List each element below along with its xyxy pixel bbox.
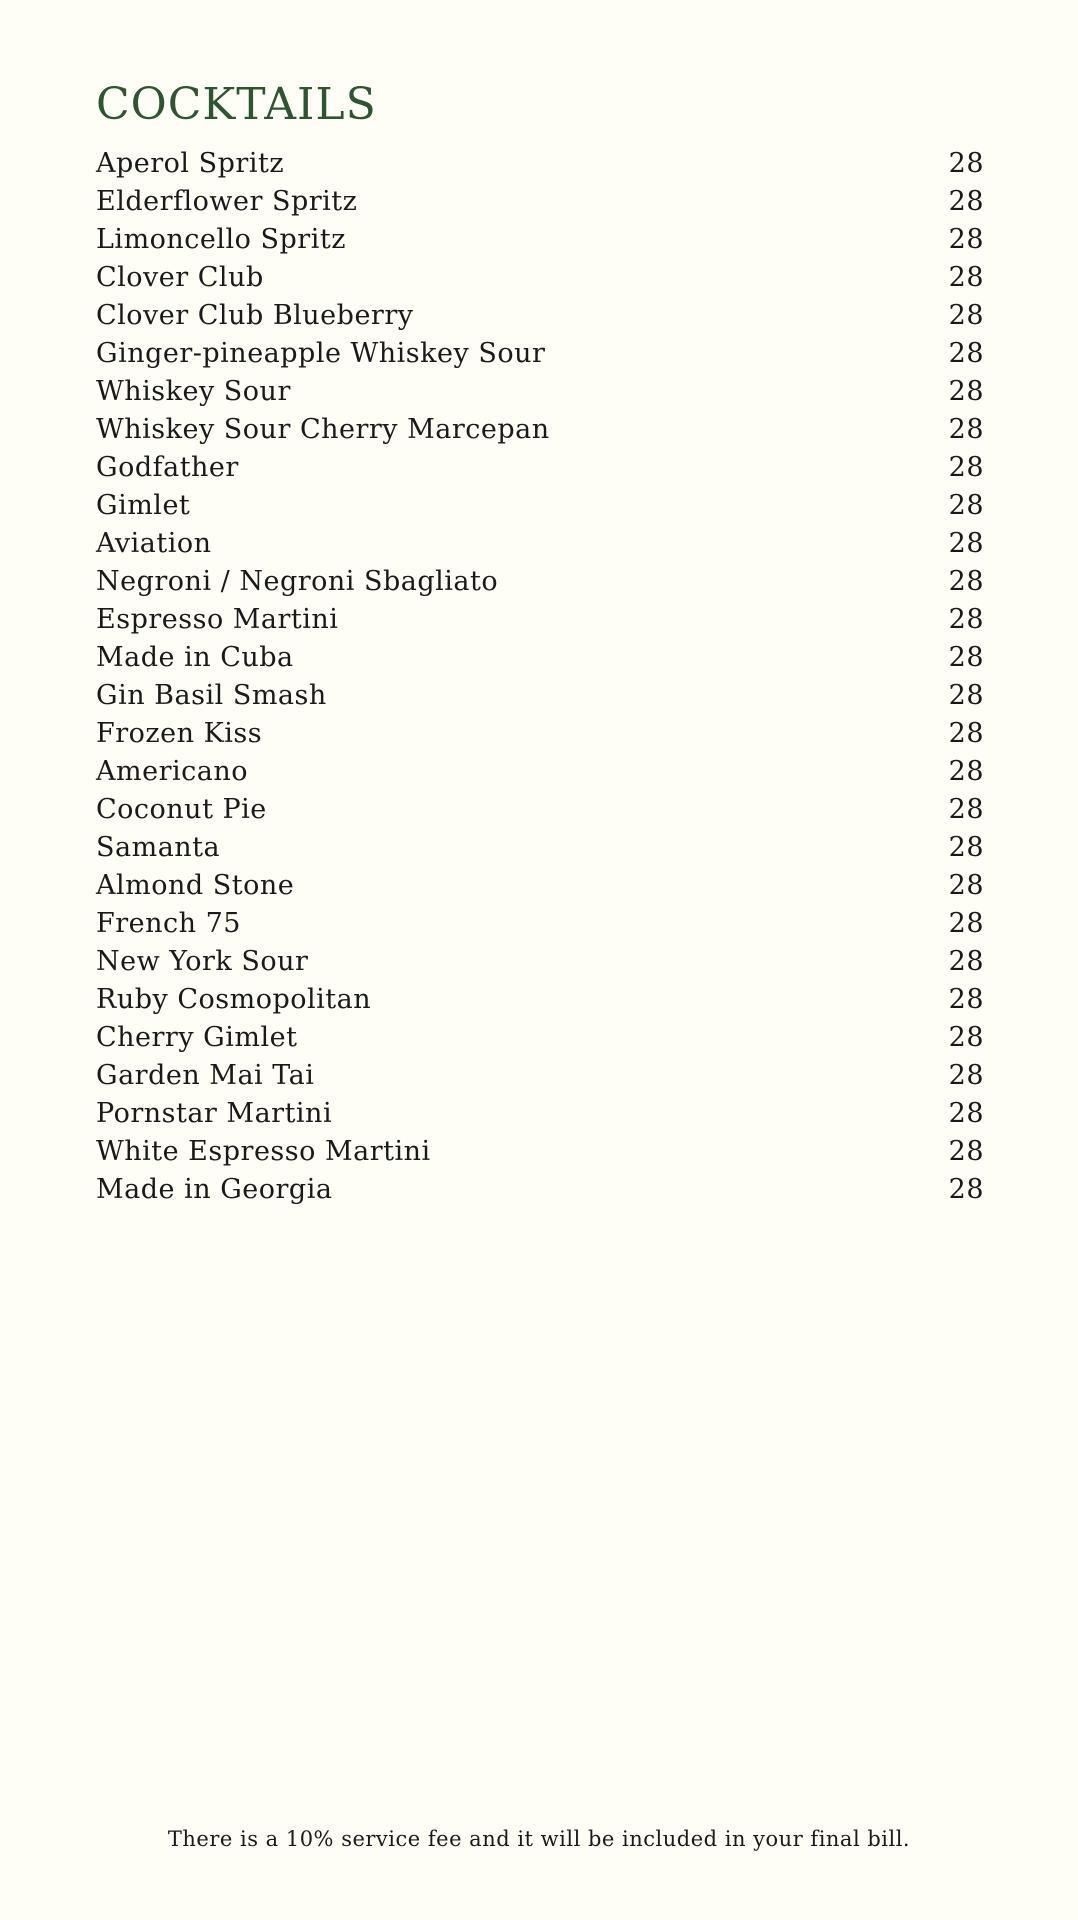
cocktail-list: [96, 145, 984, 1209]
item-name: Samanta: [96, 832, 221, 863]
menu-item: [96, 601, 984, 639]
item-price: 28: [948, 1098, 984, 1129]
menu-item: [96, 297, 984, 335]
item-price: 28: [948, 414, 984, 445]
item-name: Espresso Martini: [96, 604, 339, 635]
item-name: Limoncello Spritz: [96, 224, 346, 255]
menu-item: [96, 335, 984, 373]
item-price: 28: [948, 490, 984, 521]
item-price: 28: [948, 376, 984, 407]
menu-item: [96, 1057, 984, 1095]
menu-item: [96, 487, 984, 525]
item-name: Frozen Kiss: [96, 718, 263, 749]
menu-item: [96, 525, 984, 563]
item-name: Aperol Spritz: [96, 148, 285, 179]
item-price: 28: [948, 262, 984, 293]
menu-item: [96, 221, 984, 259]
menu-item: [96, 145, 984, 183]
item-name: Americano: [96, 756, 248, 787]
item-name: Gin Basil Smash: [96, 680, 327, 711]
item-name: White Espresso Martini: [96, 1136, 431, 1167]
item-price: 28: [948, 148, 984, 179]
menu-item: [96, 905, 984, 943]
menu-item: [96, 1171, 984, 1209]
item-name: Clover Club Blueberry: [96, 300, 414, 331]
item-name: New York Sour: [96, 946, 309, 977]
menu-item: [96, 791, 984, 829]
item-name: Ruby Cosmopolitan: [96, 984, 372, 1015]
item-price: 28: [948, 908, 984, 939]
item-name: Whiskey Sour: [96, 376, 291, 407]
menu-item: [96, 981, 984, 1019]
item-price: 28: [948, 300, 984, 331]
menu-item: [96, 943, 984, 981]
item-price: 28: [948, 452, 984, 483]
item-price: 28: [948, 984, 984, 1015]
item-name: Gimlet: [96, 490, 191, 521]
menu-item: [96, 1133, 984, 1171]
menu-item: [96, 753, 984, 791]
item-price: 28: [948, 528, 984, 559]
item-price: 28: [948, 718, 984, 749]
item-name: Made in Georgia: [96, 1174, 333, 1205]
item-name: Coconut Pie: [96, 794, 267, 825]
item-name: Pornstar Martini: [96, 1098, 333, 1129]
item-price: 28: [948, 1136, 984, 1167]
menu-item: [96, 259, 984, 297]
item-price: 28: [948, 1174, 984, 1205]
item-price: 28: [948, 870, 984, 901]
menu-item: [96, 1095, 984, 1133]
item-price: 28: [948, 794, 984, 825]
menu-item: [96, 639, 984, 677]
item-price: 28: [948, 338, 984, 369]
section-title: COCKTAILS: [96, 79, 377, 130]
item-name: Aviation: [96, 528, 212, 559]
item-price: 28: [948, 1060, 984, 1091]
item-name: Garden Mai Tai: [96, 1060, 315, 1091]
item-name: Cherry Gimlet: [96, 1022, 298, 1053]
item-price: 28: [948, 1022, 984, 1053]
item-price: 28: [948, 680, 984, 711]
item-price: 28: [948, 642, 984, 673]
item-name: Godfather: [96, 452, 239, 483]
menu-item: [96, 677, 984, 715]
item-price: 28: [948, 224, 984, 255]
menu-item: [96, 183, 984, 221]
item-price: 28: [948, 186, 984, 217]
item-price: 28: [948, 604, 984, 635]
item-price: 28: [948, 566, 984, 597]
item-price: 28: [948, 832, 984, 863]
item-name: Ginger-pineapple Whiskey Sour: [96, 338, 546, 369]
item-price: 28: [948, 756, 984, 787]
menu-item: [96, 829, 984, 867]
item-name: Elderflower Spritz: [96, 186, 358, 217]
menu-item: [96, 715, 984, 753]
item-name: Almond Stone: [96, 870, 295, 901]
item-name: Whiskey Sour Cherry Marcepan: [96, 414, 550, 445]
item-name: French 75: [96, 908, 241, 939]
menu-item: [96, 867, 984, 905]
item-price: 28: [948, 946, 984, 977]
item-name: Negroni / Negroni Sbagliato: [96, 566, 499, 597]
menu-item: [96, 373, 984, 411]
menu-item: [96, 449, 984, 487]
item-name: Made in Cuba: [96, 642, 294, 673]
menu-item: [96, 411, 984, 449]
menu-item: [96, 1019, 984, 1057]
menu-item: [96, 563, 984, 601]
item-name: Clover Club: [96, 262, 264, 293]
service-fee-note: There is a 10% service fee and it will be included in your final bill.: [167, 1827, 911, 1851]
